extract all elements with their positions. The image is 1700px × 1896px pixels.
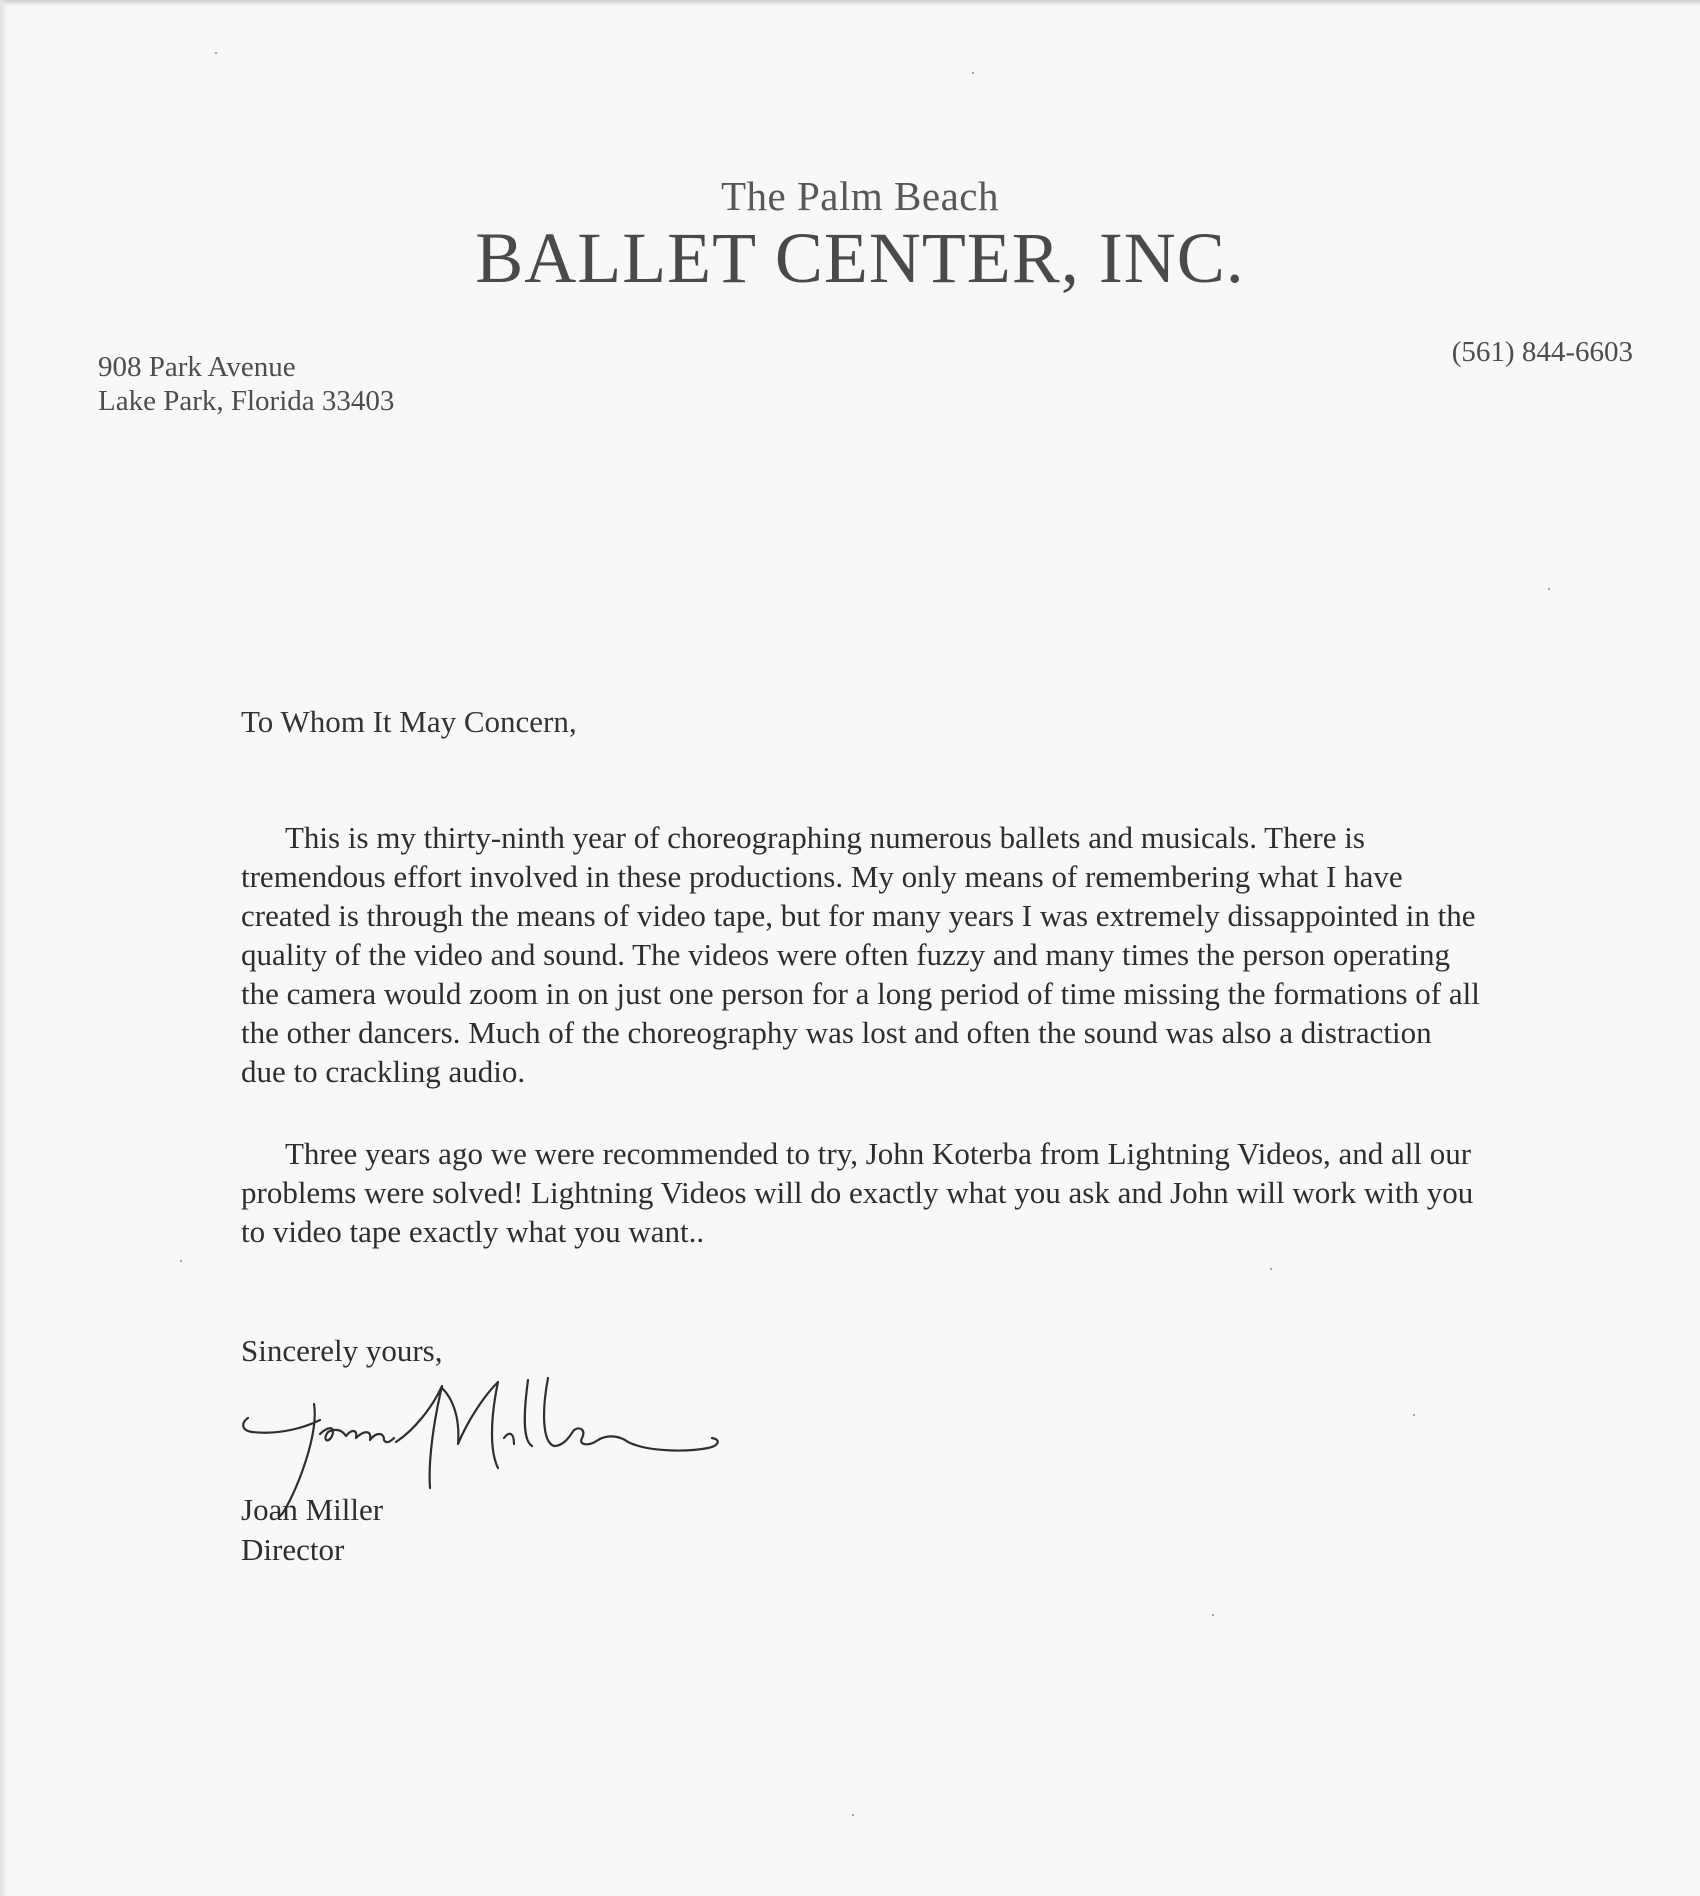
paragraph-text: This is my thirty-ninth year of choreographing numerous ballets and musicals. There is tremendous effort involved in these productions. My only means of remembering what I have created is through the means of video tape, but for many years I was extremely dissappointed in the quality of the video and sound. The videos were often fuzzy and many times the person operating the camera would zoom in on just one person for a long period of time missing the formations of all the other dancers. Much of the choreography was lost and often the sound was also a distraction due to crackling audio. xyxy=(241,820,1480,1089)
letterhead-company-name: BALLET CENTER, INC. xyxy=(475,218,1245,298)
body-paragraph-2 xyxy=(241,1134,1481,1251)
letterhead-subtitle: The Palm Beach xyxy=(721,173,999,219)
scan-speck xyxy=(1270,1268,1272,1270)
scan-speck xyxy=(1413,1414,1415,1416)
scan-speck xyxy=(215,52,217,54)
letterhead-address xyxy=(98,350,394,418)
paragraph-text: Three years ago we were recommended to try, John Koterba from Lightning Videos, and all our problems were solved! Lightning Videos will do exactly what you ask and John will work with you to video tape exactly what you want.. xyxy=(241,1136,1474,1249)
signer-title: Director xyxy=(241,1532,345,1567)
scan-edge-top xyxy=(0,0,1700,6)
scan-speck xyxy=(972,72,974,74)
address-street: 908 Park Avenue xyxy=(98,351,296,383)
signer-name: Joan Miller xyxy=(241,1492,384,1527)
scan-speck xyxy=(1212,1614,1214,1616)
body-paragraph-1 xyxy=(241,818,1481,1091)
scan-speck xyxy=(852,1814,854,1816)
scan-speck xyxy=(180,1260,182,1262)
address-city: Lake Park, Florida 33403 xyxy=(98,385,395,417)
salutation: To Whom It May Concern, xyxy=(241,704,577,739)
letterhead-phone: (561) 844-6603 xyxy=(1451,336,1633,368)
closing: Sincerely yours, xyxy=(241,1333,443,1368)
scan-speck xyxy=(1548,588,1550,590)
